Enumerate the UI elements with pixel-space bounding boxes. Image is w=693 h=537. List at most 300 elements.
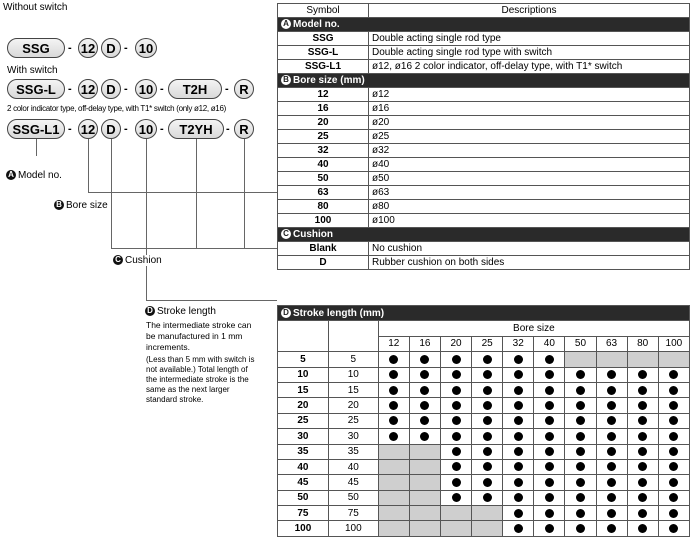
available-cell bbox=[409, 382, 440, 397]
stroke-code-cell: 45 bbox=[278, 475, 329, 490]
spec-row bbox=[278, 46, 690, 60]
stroke-length-cell: 5 bbox=[328, 352, 378, 367]
available-cell bbox=[534, 398, 565, 413]
stroke-code-cell: 10 bbox=[278, 367, 329, 382]
available-dot-icon bbox=[389, 370, 398, 379]
available-cell bbox=[534, 413, 565, 428]
spec-row bbox=[278, 116, 690, 130]
bore-header-cell: 20 bbox=[440, 336, 471, 351]
switch-qty-code: R bbox=[234, 119, 254, 139]
spec-row bbox=[278, 186, 690, 200]
available-dot-icon bbox=[607, 524, 616, 533]
symbol-cell: D bbox=[278, 256, 369, 270]
available-cell bbox=[409, 398, 440, 413]
description-cell: ø40 bbox=[369, 158, 690, 172]
leader-line bbox=[196, 139, 197, 248]
available-cell bbox=[409, 367, 440, 382]
available-dot-icon bbox=[638, 478, 647, 487]
stroke-row bbox=[278, 444, 690, 459]
available-cell bbox=[658, 367, 689, 382]
available-dot-icon bbox=[669, 509, 678, 518]
available-cell bbox=[378, 429, 409, 444]
dash: - bbox=[124, 42, 128, 54]
available-cell bbox=[658, 444, 689, 459]
available-cell bbox=[378, 367, 409, 382]
available-dot-icon bbox=[638, 401, 647, 410]
available-dot-icon bbox=[420, 416, 429, 425]
stroke-code: 10 bbox=[135, 79, 157, 99]
available-cell bbox=[440, 398, 471, 413]
available-cell bbox=[565, 429, 596, 444]
available-cell bbox=[503, 444, 534, 459]
available-dot-icon bbox=[514, 416, 523, 425]
callout-label: Model no. bbox=[18, 170, 62, 181]
spec-row bbox=[278, 130, 690, 144]
available-cell bbox=[503, 367, 534, 382]
dash: - bbox=[68, 83, 72, 95]
available-cell bbox=[440, 475, 471, 490]
spec-table bbox=[277, 3, 690, 270]
available-dot-icon bbox=[483, 447, 492, 456]
spec-row bbox=[278, 144, 690, 158]
leader-line bbox=[111, 139, 112, 248]
available-cell bbox=[503, 352, 534, 367]
stroke-length-cell: 30 bbox=[328, 429, 378, 444]
available-cell bbox=[596, 382, 627, 397]
stroke-code-cell: 30 bbox=[278, 429, 329, 444]
dash: - bbox=[124, 83, 128, 95]
stroke-note: The intermediate stroke can be manufactured in 1 mm increments. bbox=[146, 320, 252, 352]
stroke-table bbox=[277, 305, 690, 537]
available-dot-icon bbox=[545, 509, 554, 518]
leader-line bbox=[244, 139, 245, 248]
unavailable-cell bbox=[472, 506, 503, 521]
unavailable-cell bbox=[409, 521, 440, 536]
model-code-ssg-l: SSG-L bbox=[7, 79, 65, 99]
unavailable-cell bbox=[378, 475, 409, 490]
available-cell bbox=[565, 475, 596, 490]
bore-size-label: Bore size bbox=[378, 321, 689, 336]
stroke-length-cell: 45 bbox=[328, 475, 378, 490]
available-dot-icon bbox=[669, 432, 678, 441]
bore-code: 12 bbox=[78, 38, 98, 58]
unavailable-cell bbox=[378, 444, 409, 459]
available-dot-icon bbox=[669, 493, 678, 502]
leader-line bbox=[146, 300, 277, 301]
unavailable-cell bbox=[378, 459, 409, 474]
available-dot-icon bbox=[576, 524, 585, 533]
available-dot-icon bbox=[420, 370, 429, 379]
available-dot-icon bbox=[576, 509, 585, 518]
description-cell: No cushion bbox=[369, 242, 690, 256]
available-dot-icon bbox=[545, 493, 554, 502]
available-cell bbox=[472, 490, 503, 505]
section-label: Stroke length (mm) bbox=[293, 307, 385, 319]
available-cell bbox=[627, 506, 658, 521]
callout-bore-size bbox=[54, 200, 108, 211]
dash: - bbox=[160, 123, 164, 135]
available-dot-icon bbox=[576, 370, 585, 379]
available-dot-icon bbox=[545, 462, 554, 471]
available-cell bbox=[596, 444, 627, 459]
available-dot-icon bbox=[420, 401, 429, 410]
available-dot-icon bbox=[514, 509, 523, 518]
available-cell bbox=[472, 459, 503, 474]
cushion-code: D bbox=[101, 119, 121, 139]
available-cell bbox=[409, 413, 440, 428]
stroke-code-cell: 25 bbox=[278, 413, 329, 428]
unavailable-cell bbox=[627, 352, 658, 367]
available-cell bbox=[658, 506, 689, 521]
unavailable-cell bbox=[440, 506, 471, 521]
available-dot-icon bbox=[420, 386, 429, 395]
stroke-code: 10 bbox=[135, 119, 157, 139]
bore-header-cell: 40 bbox=[534, 336, 565, 351]
stroke-row bbox=[278, 429, 690, 444]
symbol-cell: SSG-L bbox=[278, 46, 369, 60]
stroke-note-2: (Less than 5 mm with switch is not available.) Total length of the intermediate stroke is the same as the next larger standard stroke. bbox=[146, 355, 255, 404]
available-dot-icon bbox=[452, 355, 461, 364]
available-dot-icon bbox=[483, 370, 492, 379]
unavailable-cell bbox=[596, 352, 627, 367]
available-cell bbox=[596, 429, 627, 444]
available-dot-icon bbox=[576, 386, 585, 395]
available-dot-icon bbox=[638, 524, 647, 533]
available-cell bbox=[503, 506, 534, 521]
available-cell bbox=[503, 429, 534, 444]
bore-code: 12 bbox=[78, 79, 98, 99]
available-dot-icon bbox=[607, 462, 616, 471]
available-cell bbox=[627, 413, 658, 428]
stroke-row bbox=[278, 413, 690, 428]
available-dot-icon bbox=[607, 401, 616, 410]
available-cell bbox=[534, 367, 565, 382]
leader-line bbox=[36, 139, 37, 155]
callout-cushion bbox=[113, 255, 162, 266]
available-cell bbox=[472, 382, 503, 397]
bore-header-cell: 100 bbox=[658, 336, 689, 351]
cushion-code: D bbox=[101, 38, 121, 58]
header-symbol: Symbol bbox=[278, 4, 369, 18]
description-cell: ø16 bbox=[369, 102, 690, 116]
available-cell bbox=[658, 429, 689, 444]
available-dot-icon bbox=[483, 355, 492, 364]
section-title bbox=[278, 74, 690, 88]
section-label: Model no. bbox=[293, 19, 340, 30]
stroke-length-cell: 15 bbox=[328, 382, 378, 397]
section-cushion bbox=[278, 228, 690, 242]
spec-row bbox=[278, 214, 690, 228]
available-dot-icon bbox=[389, 355, 398, 364]
stroke-length-cell: 40 bbox=[328, 459, 378, 474]
available-dot-icon bbox=[545, 478, 554, 487]
stroke-length-cell: 35 bbox=[328, 444, 378, 459]
available-cell bbox=[378, 382, 409, 397]
available-dot-icon bbox=[452, 401, 461, 410]
available-dot-icon bbox=[545, 401, 554, 410]
available-cell bbox=[378, 398, 409, 413]
unavailable-cell bbox=[472, 521, 503, 536]
available-dot-icon bbox=[607, 478, 616, 487]
available-cell bbox=[596, 490, 627, 505]
available-cell bbox=[440, 429, 471, 444]
dash: - bbox=[68, 123, 72, 135]
available-cell bbox=[378, 413, 409, 428]
description-cell: Double acting single rod type with switch bbox=[369, 46, 690, 60]
symbol-cell: 80 bbox=[278, 200, 369, 214]
available-dot-icon bbox=[452, 386, 461, 395]
available-cell bbox=[565, 521, 596, 536]
available-dot-icon bbox=[483, 432, 492, 441]
description-cell: ø63 bbox=[369, 186, 690, 200]
symbol-cell: 16 bbox=[278, 102, 369, 116]
available-cell bbox=[658, 521, 689, 536]
dash: - bbox=[160, 83, 164, 95]
badge-icon: B bbox=[281, 75, 291, 85]
available-cell bbox=[658, 413, 689, 428]
available-dot-icon bbox=[669, 416, 678, 425]
spec-row bbox=[278, 200, 690, 214]
stroke-row bbox=[278, 382, 690, 397]
available-cell bbox=[596, 398, 627, 413]
available-cell bbox=[627, 490, 658, 505]
symbol-cell: 32 bbox=[278, 144, 369, 158]
available-dot-icon bbox=[669, 447, 678, 456]
available-dot-icon bbox=[514, 355, 523, 364]
available-cell bbox=[627, 521, 658, 536]
available-cell bbox=[472, 475, 503, 490]
available-cell bbox=[472, 367, 503, 382]
available-cell bbox=[440, 367, 471, 382]
available-cell bbox=[534, 382, 565, 397]
available-dot-icon bbox=[638, 493, 647, 502]
available-dot-icon bbox=[420, 355, 429, 364]
callout-stroke-length bbox=[145, 306, 216, 317]
bore-header-cell: 16 bbox=[409, 336, 440, 351]
dash: - bbox=[226, 123, 230, 135]
description-cell: Double acting single rod type bbox=[369, 32, 690, 46]
available-dot-icon bbox=[607, 416, 616, 425]
section-model bbox=[278, 18, 690, 32]
unavailable-cell bbox=[378, 506, 409, 521]
available-cell bbox=[565, 398, 596, 413]
available-cell bbox=[658, 475, 689, 490]
available-dot-icon bbox=[576, 401, 585, 410]
available-dot-icon bbox=[514, 401, 523, 410]
available-dot-icon bbox=[514, 462, 523, 471]
available-dot-icon bbox=[576, 416, 585, 425]
available-cell bbox=[472, 413, 503, 428]
available-dot-icon bbox=[669, 401, 678, 410]
available-dot-icon bbox=[669, 462, 678, 471]
without-switch-label: Without switch bbox=[3, 2, 68, 13]
available-cell bbox=[534, 459, 565, 474]
leader-line bbox=[111, 248, 277, 249]
stroke-length-cell: 10 bbox=[328, 367, 378, 382]
available-cell bbox=[503, 459, 534, 474]
available-cell bbox=[627, 459, 658, 474]
available-cell bbox=[472, 429, 503, 444]
stroke-row bbox=[278, 475, 690, 490]
available-dot-icon bbox=[545, 355, 554, 364]
section-label: Bore size (mm) bbox=[293, 75, 365, 86]
available-dot-icon bbox=[452, 416, 461, 425]
switch-code: T2H bbox=[168, 79, 222, 99]
spec-row bbox=[278, 88, 690, 102]
available-dot-icon bbox=[389, 401, 398, 410]
symbol-cell: 100 bbox=[278, 214, 369, 228]
spec-row bbox=[278, 158, 690, 172]
available-cell bbox=[565, 413, 596, 428]
available-dot-icon bbox=[545, 447, 554, 456]
description-cell: ø32 bbox=[369, 144, 690, 158]
available-dot-icon bbox=[638, 447, 647, 456]
available-dot-icon bbox=[514, 370, 523, 379]
available-dot-icon bbox=[607, 432, 616, 441]
available-dot-icon bbox=[483, 401, 492, 410]
available-dot-icon bbox=[638, 416, 647, 425]
available-dot-icon bbox=[576, 493, 585, 502]
cushion-code: D bbox=[101, 79, 121, 99]
callout-model-no bbox=[6, 170, 62, 181]
available-cell bbox=[534, 444, 565, 459]
bore-header-cell: 63 bbox=[596, 336, 627, 351]
stroke-row bbox=[278, 521, 690, 536]
available-cell bbox=[565, 382, 596, 397]
available-dot-icon bbox=[514, 524, 523, 533]
available-dot-icon bbox=[607, 386, 616, 395]
available-cell bbox=[596, 367, 627, 382]
badge-icon: A bbox=[281, 19, 291, 29]
available-dot-icon bbox=[607, 447, 616, 456]
with-switch-label: With switch bbox=[7, 65, 58, 76]
badge-d-icon: D bbox=[145, 306, 155, 316]
dash: - bbox=[225, 83, 229, 95]
available-cell bbox=[472, 352, 503, 367]
section-stroke bbox=[278, 306, 690, 321]
available-cell bbox=[565, 490, 596, 505]
callout-label: Bore size bbox=[66, 200, 108, 211]
available-dot-icon bbox=[389, 432, 398, 441]
spec-row bbox=[278, 172, 690, 186]
stroke-code-cell: 75 bbox=[278, 506, 329, 521]
stroke-length-cell: 50 bbox=[328, 490, 378, 505]
description-cell: ø100 bbox=[369, 214, 690, 228]
available-cell bbox=[534, 521, 565, 536]
stroke-code-cell: 35 bbox=[278, 444, 329, 459]
stroke-row bbox=[278, 367, 690, 382]
available-dot-icon bbox=[420, 432, 429, 441]
available-cell bbox=[658, 398, 689, 413]
available-dot-icon bbox=[607, 370, 616, 379]
available-cell bbox=[534, 429, 565, 444]
available-cell bbox=[440, 459, 471, 474]
badge-icon: C bbox=[281, 229, 291, 239]
available-dot-icon bbox=[483, 493, 492, 502]
available-cell bbox=[596, 413, 627, 428]
available-dot-icon bbox=[452, 493, 461, 502]
available-dot-icon bbox=[576, 447, 585, 456]
bore-header-cell: 80 bbox=[627, 336, 658, 351]
spec-row bbox=[278, 32, 690, 46]
available-dot-icon bbox=[669, 386, 678, 395]
symbol-cell: Blank bbox=[278, 242, 369, 256]
available-dot-icon bbox=[607, 493, 616, 502]
stroke-row bbox=[278, 490, 690, 505]
symbol-cell: 50 bbox=[278, 172, 369, 186]
available-cell bbox=[565, 444, 596, 459]
available-dot-icon bbox=[483, 462, 492, 471]
available-cell bbox=[658, 382, 689, 397]
stroke-length-cell: 100 bbox=[328, 521, 378, 536]
leader-line bbox=[36, 155, 37, 156]
switch-qty-code: R bbox=[234, 79, 254, 99]
spec-row bbox=[278, 256, 690, 270]
section-bore bbox=[278, 74, 690, 88]
dash: - bbox=[124, 123, 128, 135]
available-dot-icon bbox=[452, 462, 461, 471]
bore-header-cell: 32 bbox=[503, 336, 534, 351]
available-cell bbox=[503, 475, 534, 490]
bore-header-cell: 50 bbox=[565, 336, 596, 351]
description-cell: ø50 bbox=[369, 172, 690, 186]
available-dot-icon bbox=[638, 462, 647, 471]
available-cell bbox=[409, 352, 440, 367]
unavailable-cell bbox=[565, 352, 596, 367]
section-title bbox=[278, 306, 690, 321]
available-cell bbox=[378, 352, 409, 367]
available-dot-icon bbox=[389, 416, 398, 425]
stroke-length-cell: 25 bbox=[328, 413, 378, 428]
available-dot-icon bbox=[576, 432, 585, 441]
description-cell: ø12 bbox=[369, 88, 690, 102]
available-cell bbox=[596, 475, 627, 490]
available-cell bbox=[503, 521, 534, 536]
dash: - bbox=[68, 42, 72, 54]
stroke-row bbox=[278, 398, 690, 413]
available-cell bbox=[658, 459, 689, 474]
stroke-code-cell: 50 bbox=[278, 490, 329, 505]
available-dot-icon bbox=[576, 478, 585, 487]
available-cell bbox=[596, 521, 627, 536]
available-cell bbox=[627, 382, 658, 397]
blank-cell bbox=[328, 321, 378, 352]
available-cell bbox=[627, 398, 658, 413]
badge-c-icon: C bbox=[113, 255, 123, 265]
unavailable-cell bbox=[378, 490, 409, 505]
stroke-code-cell: 20 bbox=[278, 398, 329, 413]
description-cell: ø12, ø16 2 color indicator, off-delay type, with T1* switch bbox=[369, 60, 690, 74]
available-cell bbox=[534, 475, 565, 490]
available-dot-icon bbox=[638, 509, 647, 518]
model-code-ssg-l1: SSG-L1 bbox=[7, 119, 65, 139]
badge-d-icon: D bbox=[281, 308, 291, 318]
available-dot-icon bbox=[545, 416, 554, 425]
available-cell bbox=[503, 398, 534, 413]
callout-label: Stroke length bbox=[157, 306, 216, 317]
description-cell: ø25 bbox=[369, 130, 690, 144]
stroke-code: 10 bbox=[135, 38, 157, 58]
available-cell bbox=[565, 367, 596, 382]
available-dot-icon bbox=[483, 386, 492, 395]
available-dot-icon bbox=[389, 386, 398, 395]
available-dot-icon bbox=[669, 370, 678, 379]
symbol-cell: 63 bbox=[278, 186, 369, 200]
available-cell bbox=[440, 352, 471, 367]
available-cell bbox=[503, 382, 534, 397]
stroke-code-cell: 100 bbox=[278, 521, 329, 536]
description-cell: Rubber cushion on both sides bbox=[369, 256, 690, 270]
